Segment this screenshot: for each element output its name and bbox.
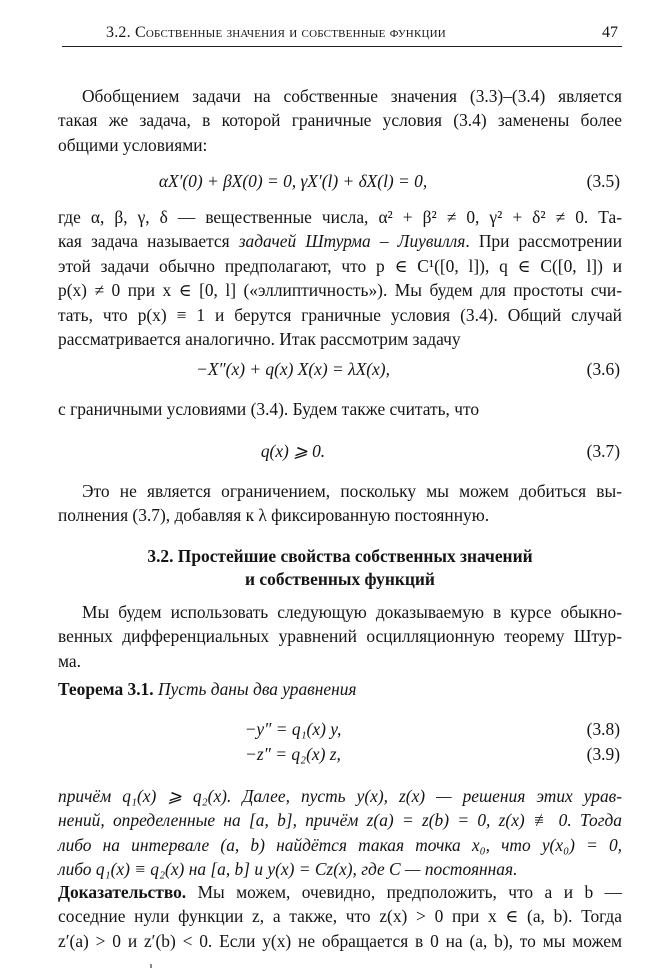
section-heading-line: и собственных функций [245, 569, 435, 589]
equation-body: −z″ = q₂(x) z, [245, 744, 341, 764]
text-line: венных дифференциальных уравнений осцилляционную теорему Штур- [58, 626, 622, 647]
term-sturm-liouville: задачей Штурма – Лиувилля [238, 231, 466, 252]
paragraph-boundary [58, 397, 622, 421]
theorem-statement [58, 677, 622, 701]
paragraph-sturm-theorem-intro [58, 600, 622, 673]
text-line: p(x) ≠ 0 при x ∈ [0, l] («эллиптичность»). Мы будем для простоты счи- [58, 280, 622, 301]
text-line: полнения (3.7), добавляя к λ фиксированную постоянную. [58, 505, 490, 526]
equation-3-7 [58, 438, 622, 464]
proof [58, 880, 622, 953]
theorem-label: Теорема 3.1. [58, 679, 154, 699]
text-line: нений, определенные на [a, b], причём z(a) = z(b) = 0, z(x) ≢ 0. Тогда [58, 810, 622, 831]
text-line: Это не является ограничением, поскольку мы можем добиться вы- [82, 481, 622, 501]
text-line: либо на интервале (a, b) найдётся такая точка x₀, что y(x₀) = 0, [58, 834, 622, 855]
text-line: рассматривается аналогично. Итак рассмотрим задачу [58, 329, 461, 350]
text-line [58, 677, 622, 701]
equation-3-6 [58, 356, 622, 382]
text-fragment: Мы можем, очевидно, предположить, что a и b — [186, 882, 622, 902]
text-fragment: кая задача называется [58, 231, 239, 252]
section-heading-line: 3.2. Простейшие свойства собственных значений [147, 546, 533, 566]
paragraph-sturm-liouville [58, 205, 622, 351]
equation-number: (3.8) [586, 719, 620, 739]
text-line: либо q₁(x) ≡ q₂(x) на [a, b] и y(x) = Cz(x), где C — постоянная. [58, 859, 518, 880]
paragraph-restriction [58, 479, 622, 528]
text-line: где α, β, γ, δ — вещественные числа, α² + β² ≠ 0, γ² + δ² ≠ 0. Та- [58, 207, 622, 227]
text-line: тать, что p(x) ≡ 1 и берутся граничные условия (3.4). Общий случай [58, 304, 622, 325]
equation-number: (3.7) [586, 441, 620, 461]
text-line: этой задачи обычно предполагают, что p ∈ C¹([0, l]), q ∈ C([0, l]) и [58, 255, 622, 276]
scan-speck [150, 964, 152, 968]
text-line: ма. [58, 650, 81, 671]
text-line: такая же задача, в которой граничные условия (3.4) заменены более [58, 110, 622, 131]
text-line: Обобщением задачи на собственные значения (3.3)–(3.4) является [82, 86, 622, 106]
equation-3-5 [58, 168, 622, 194]
equation-number: (3.6) [586, 359, 620, 379]
equation-number: (3.5) [586, 171, 620, 191]
theorem-body [58, 784, 622, 882]
paragraph-generalization [58, 84, 622, 157]
text-line [58, 229, 622, 253]
theorem-intro: Пусть даны два уравнения [157, 679, 357, 699]
text-line: с граничными условиями (3.4). Будем также считать, что [58, 399, 480, 419]
text-line: z′(a) > 0 и z′(b) < 0. Если y(x) не обращается в 0 на (a, b), то мы можем [58, 930, 622, 951]
equation-body: −X″(x) + q(x) X(x) = λX(x), [196, 359, 390, 379]
text-line: Мы будем использовать следующую доказываемую в курсе обыкно- [82, 602, 622, 622]
page-number: 47 [602, 24, 618, 41]
equation-number: (3.9) [586, 744, 620, 764]
text-line [58, 880, 622, 904]
equation-body: q(x) ⩾ 0. [260, 441, 326, 461]
equation-body: −y″ = q₁(x) y, [244, 719, 342, 739]
running-head [62, 10, 622, 47]
text-line: причём q₁(x) ⩾ q₂(x). Далее, пусть y(x), z(x) — решения этих урав- [58, 786, 622, 806]
equation-3-9 [58, 741, 622, 767]
text-line: общими условиями: [58, 134, 208, 155]
proof-label: Доказательство. [58, 882, 187, 902]
running-head-title: 3.2. Собственные значения и собственные функции [106, 24, 446, 41]
text-line: соседние нули функции z, а также, что z(x) > 0 при x ∈ (a, b). Тогда [58, 906, 622, 927]
text-fragment: . При рассмотрении [465, 231, 622, 252]
equation-3-8 [58, 716, 622, 742]
equation-body: αX′(0) + βX(0) = 0, γX′(l) + δX(l) = 0, [158, 171, 428, 191]
section-heading [58, 545, 622, 591]
